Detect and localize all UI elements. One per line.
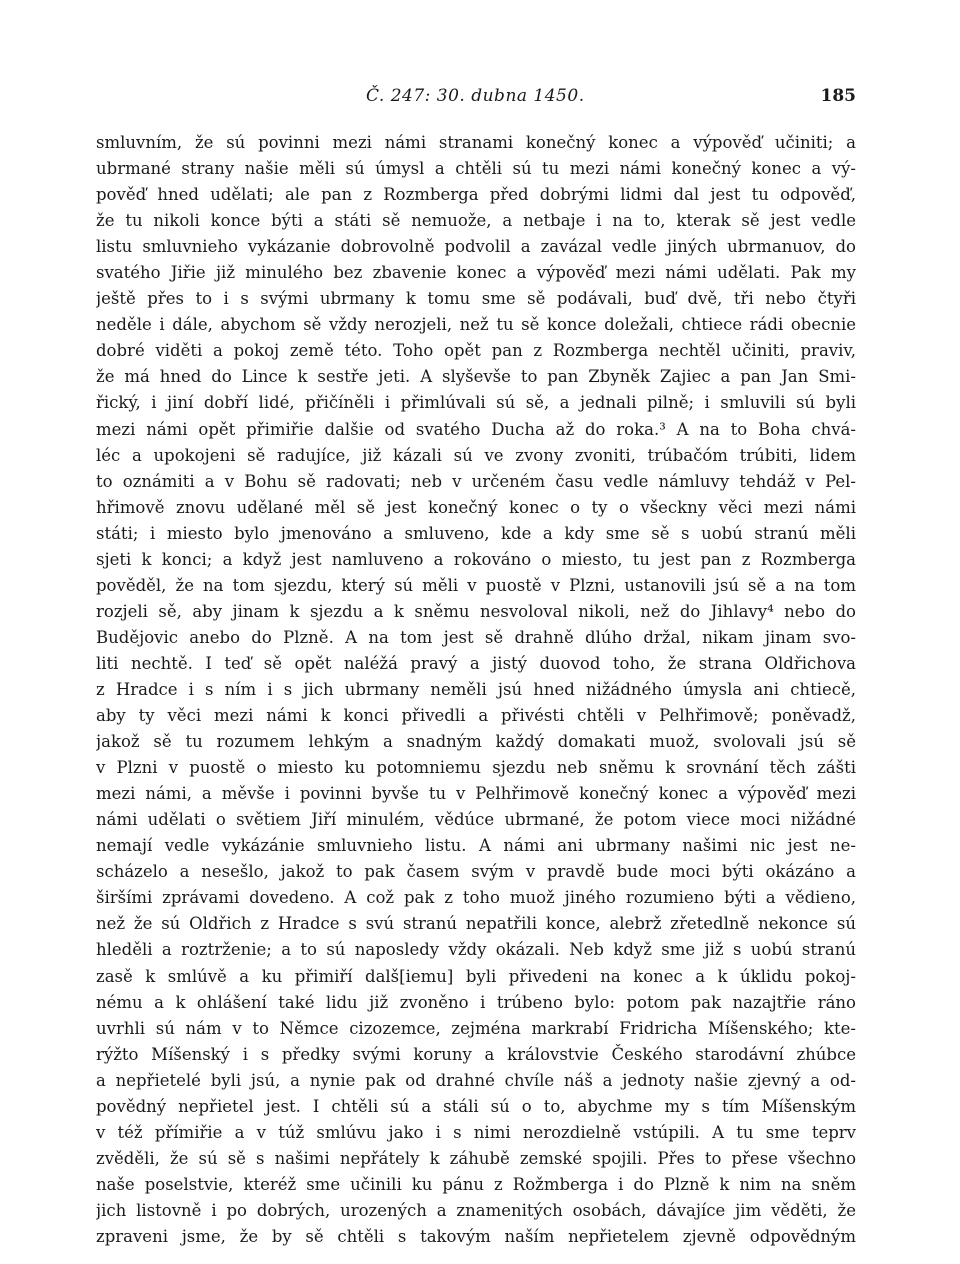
text-line: smluvním, že sú povinni mezi námi stranami konečný konec a výpověď učiniti; a xyxy=(96,133,856,152)
text-line: zasě k smlúvě a ku přimiří dalš[iemu] byli přivedeni na konec a k úklidu pokoj- xyxy=(96,966,856,986)
text-line: pověď hned udělati; ale pan z Rozmberga před dobrými lidmi dal jest tu odpověď, xyxy=(96,185,856,205)
text-line: než že sú Oldřich z Hradce s svú stranú nepatřili konce, alebrž zřetedlně nekonce sú xyxy=(96,914,856,934)
running-head xyxy=(96,86,856,110)
text-line: nemají vedle vykázánie smluvnieho listu. A námi ani ubrmany našimi nic jest ne- xyxy=(96,836,856,856)
text-line: širšími zprávami dovedeno. A což pak z toho muož jiného rozumieno býti a vědieno, xyxy=(96,888,856,908)
text-body xyxy=(96,130,856,1250)
text-line: dobré viděti a pokoj země této. Toho opět pan z Rozmberga nechtěl učiniti, praviv, xyxy=(96,341,856,361)
text-line: pověděl, že na tom sjezdu, který sú měli v puostě v Plzni, ustanovili jsú sě a na tom xyxy=(96,575,856,595)
document-page xyxy=(96,86,856,1250)
page-number: 185 xyxy=(820,86,856,106)
text-line: ještě přes to i s svými ubrmany k tomu sme sě podávali, buď dvě, tři nebo čtyři xyxy=(96,289,856,309)
text-line: rýžto Míšenský i s předky svými koruny a královstvie Českého starodávní zhúbce xyxy=(96,1044,856,1064)
text-line: a nepřietelé byli jsú, a nynie pak od drahné chvíle náš a jednoty našie zjevný a od- xyxy=(96,1070,856,1090)
text-line: z Hradce i s ním i s jich ubrmany neměli jsú hned nižádného úmysla ani chtiecě, xyxy=(96,679,856,699)
text-line: svatého Jiřie již minulého bez zbavenie konec a výpověď mezi námi udělati. Pak my xyxy=(96,263,856,283)
text-line: naše poselstvie, kteréž sme učinili ku pánu z Rožmberga i do Plzně k nim na sněm xyxy=(96,1174,856,1194)
text-line: scházelo a nesešlo, jakož to pak časem svým v pravdě bude moci býti okázáno a xyxy=(96,862,856,882)
text-line: jakož sě tu rozumem lehkým a snadným každý domakati muož, svolovali jsú sě xyxy=(96,732,856,752)
text-line: listu smluvnieho vykázanie dobrovolně podvolil a zavázal vedle jiných ubrmanuov, do xyxy=(96,237,856,257)
text-line: řický, i jiní dobří lidé, přičíněli i přimlúvali sú sě, a jednali pilně; i smluvili sú byli xyxy=(96,393,856,413)
text-line: neděle i dále, abychom sě vždy nerozjeli, než tu sě konce doležali, chtiece rádi obecnie xyxy=(96,315,856,335)
text-line: sjeti k konci; a když jest namluveno a rokováno o miesto, tu jest pan z Rozmberga xyxy=(96,549,856,569)
text-line: hleděli a roztrženie; a to sú naposledy vždy okázali. Neb když sme již s uobú stranú xyxy=(96,940,856,960)
text-line: povědný nepřietel jest. I chtěli sú a stáli sú o to, abychme my s tím Míšenským xyxy=(96,1096,856,1116)
text-line: že tu nikoli konce býti a státi sě nemuože, a netbaje i na to, kterak sě jest vedle xyxy=(96,211,856,231)
text-line: zpraveni jsme, že by sě chtěli s takovým naším nepřietelem zjevně odpovědným xyxy=(96,1226,856,1246)
text-line: jich listovně i po dobrých, urozených a znamenitých osobách, dávajíce jim věděti, že xyxy=(96,1200,856,1220)
text-line: léc a upokojeni sě radujíce, již kázali sú ve zvony zvoniti, trúbačóm trúbiti, lidem xyxy=(96,445,856,465)
text-line: že má hned do Lince k sestře jeti. A slyševše to pan Zbyněk Zajiec a pan Jan Smi- xyxy=(96,367,856,387)
text-line: to oznámiti a v Bohu sě radovati; neb v určeném času vedle námluvy tehdáž v Pel- xyxy=(96,471,856,491)
text-line: v též přímiřie a v túž smlúvu jako i s nimi nerozdielně vstúpili. A tu sme teprv xyxy=(96,1122,856,1142)
text-line: v Plzni v puostě o miesto ku potomniemu sjezdu neb sněmu k srovnání těch zášti xyxy=(96,758,856,778)
text-line: ubrmané strany našie měli sú úmysl a chtěli sú tu mezi námi konečný konec a vý- xyxy=(96,159,856,179)
text-line: liti nechtě. I teď sě opět naléžá pravý a jistý duovod toho, že strana Oldřichova xyxy=(96,653,856,673)
text-line: hřimově znovu udělané měl sě jest konečný konec o ty o všeckny věci mezi námi xyxy=(96,497,856,517)
text-line: rozjeli sě, aby jinam k sjezdu a k sněmu nesvoloval nikoli, než do Jihlavy⁴ nebo do xyxy=(96,601,856,621)
text-line: zvěděli, že sú sě s našimi nepřátely k záhubě zemské spojili. Přes to přese všechno xyxy=(96,1148,856,1168)
text-line: uvrhli sú nám v to Němce cizozemce, zejména markrabí Fridricha Míšenského; kte- xyxy=(96,1018,856,1038)
text-line: Budějovic anebo do Plzně. A na tom jest sě drahně dlúho držal, nikam jinam svo- xyxy=(96,627,856,647)
text-line: státi; i miesto bylo jmenováno a smluveno, kde a kdy sme sě s uobú stranú měli xyxy=(96,523,856,543)
text-line: aby ty věci mezi námi k konci přivedli a přivésti chtěli v Pelhřimově; poněvadž, xyxy=(96,706,856,726)
text-line: mezi námi, a měvše i povinni byvše tu v Pelhřimově konečný konec a výpověď mezi xyxy=(96,784,856,804)
text-line: námi udělati o světiem Jiří minulém, vědúce ubrmané, že potom viece moci nižádné xyxy=(96,810,856,830)
running-title: Č. 247: 30. dubna 1450. xyxy=(366,86,585,106)
text-line: mezi námi opět přimiřie dalšie od svatého Ducha až do roka.³ A na to Boha chvá- xyxy=(96,419,856,439)
text-line: nému a k ohlášení také lidu již zvoněno i trúbeno bylo: potom pak nazajtřie ráno xyxy=(96,992,856,1012)
